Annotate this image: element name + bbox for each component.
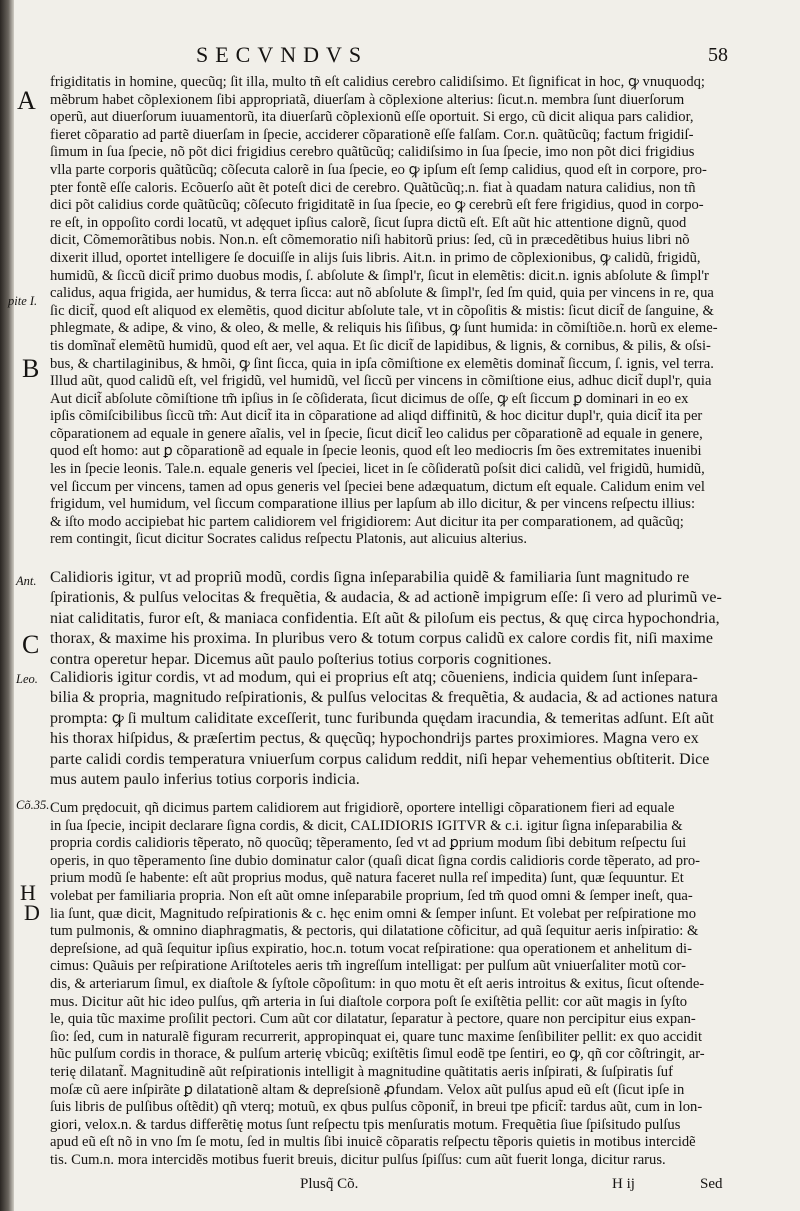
text-line: cõparationem ad equale in genere aĩalis, vel in ſpecie, ſicut dicit̃ leo calidus per cõparationẽ ad equale in genere, — [50, 425, 703, 442]
text-line: giori, velox.n. & tardus differẽtię motus ſunt reſpectu tpis menſuratis motum. Frequẽtia ſiue ſpiſsitudo pulſus — [50, 1116, 681, 1133]
text-line: terię dilatant̃. Magnitudinẽ aũt reſpirationis intelligit à magnitudine quãtitatis aeris inſpirati, & ſuſpiratis ſuf — [50, 1063, 673, 1080]
text-line: humidũ, & ſiccũ dicit̃ primo duobus modis, ſ. abſolute & ſimpl'r, ſicut in elemẽtis: dicit.n. ignis abſolute & ſimpl'r — [50, 267, 709, 284]
text-line: dici põt calidius corde quãtũcũq; cõſecuto frigiditatẽ in ſua ſpecie, eo ꝙ cerebrũ eſt fere frigidius, quod in corpo- — [50, 197, 704, 214]
text-line: tis domĩnat̃ elemẽtũ humidũ, quod eſt aer, vel aqua. Et ſic dicit̃ de lapidibus, & lignis, & cornibus, & pilis, & oſsi- — [50, 337, 711, 354]
text-line: dixerit illud, oportet intelligere ſe docuiſſe in alijs ſuis libris. Ait.n. in primo de cõplexionibus, ꝙ calidũ, frigidũ, — [50, 249, 701, 266]
text-line: ſio: ſed, cum in naturalẽ figuram recurrerit, appropinquat ei, quare tunc maxime ſenſibiliter pellit: ex quo accidit — [50, 1028, 703, 1045]
text-line: mus autem paulo inferius totius corporis indicia. — [50, 771, 360, 789]
text-line: propria cordis calidioris tẽperato, nõ quocũq; tẽperamento, ſed vt ad ꝑprium modum ſibi debitum reſpectu ſui — [50, 835, 687, 852]
margin-letter-h: H — [20, 880, 36, 905]
text-line: tis. Cum.n. mora intercidẽs motibus fuerit breuis, dicitur pulſus ſpiſſus: cum aũt fuerit longa, dicitur rarus. — [50, 1151, 666, 1168]
catchword-right: Sed — [700, 1176, 723, 1192]
margin-letter-b: B — [22, 354, 40, 383]
text-line: niat caliditatis, furor eſt, & maniaca confidentia. Eſt aũt & piloſum eis pectus, & quę circa hypochondria, — [50, 609, 720, 627]
text-line: in ſua ſpecie, incipit declarare ſigna cordis, & dicit, CALIDIORIS IGITVR & c.i. igitur ſigna inſeparabilia & — [50, 817, 683, 834]
text-line: pter fontẽ eſſe caloris. Ecõuerſo aũt ẽt poteſt dici de cerebro. Quãtũcũq;.n. fiat à quadam natura calidius, non tñ — [50, 179, 696, 196]
text-line: ſuis libris de pulſibus oſtẽdit) qñ vterq; motuũ, ex qbus pulſus cõponit̃, in breui tpe pficit̃: tardus aũt, cum in lon- — [50, 1099, 703, 1116]
text-line: mẽbrum habet cõplexionem ſibi appropriatã, diuerſam à cõplexione alterius: ſicut.n. membra ſunt diuerſorum — [50, 91, 685, 108]
text-line: bilia & propria, magnitudo reſpirationis, & pulſus velocitas & frequẽtia, & audacia, & ad actiones natura — [50, 689, 718, 707]
text-line: & iſto modo accipiebat hic partem calidiorem vel frigidiorem: Aut dicitur ita per comparationem, ad quãcũq; — [50, 513, 684, 530]
margin-note-ant: Ant. — [16, 574, 37, 588]
folio-number: 58 — [708, 44, 728, 66]
commentary-block-1 — [50, 74, 768, 549]
text-line: lia ſunt, quæ dicit, Magnitudo reſpirationis & c. hęc enim omni & ſemper inſunt. Et volebat per reſpiratione mo — [50, 905, 697, 922]
margin-letter-d: D — [24, 900, 40, 925]
text-line: ſimum in ſua ſpecie, nõ põt dici frigidius cerebro quãtũcũq; calidiſsimo in ſua ſpecie, imo non põt dici frigidius — [50, 144, 695, 161]
text-line: phlegmate, & adipe, & vino, & oleo, & melle, & reliquis his ſiſibus, ꝙ ſunt humida: in cõmiſtiõe.n. horũ ex eleme- — [50, 320, 718, 337]
margin-note-pite: pite I. — [8, 294, 38, 308]
text-line: le, quia tũc maxime proſilit pectori. Cum aũt cor dilatatur, ſeparatur à pectore, quare non percipitur eius expan- — [50, 1011, 696, 1028]
commentary-block-35 — [50, 800, 768, 1169]
text-line: operis, in quo tẽperamento ſine dubio dominatur calor (quaſi dicat ſigna cordis calidioris corde tẽperato, ad pro- — [50, 852, 701, 869]
text-line: frigidum, vel humidum, vel ſiccum comparatione illius per lapſum ab illo dicitur, & per vincens reſpectu illius: — [50, 496, 696, 513]
text-line: volebat per familiaria propria. Non eſt aũt omne inſeparabile proprium, ſed tm̃ quod omni & ſemper ineſt, qua- — [50, 887, 693, 904]
text-line: vlla parte corporis quãtũcũq; cõſecuta calorẽ in ſua ſpecie, eo ꝙ ipſum eſt ſemp calidius, quod eſt in corpore, pro- — [50, 161, 707, 178]
text-line: dis, & arteriarum ſimul, ex diaſtole & ſyſtole cõpoſitum: in quo motu ẽt eſt aeris introitus & exitus, ſicut oſtende- — [50, 975, 705, 992]
text-line: vel ſiccum per vincens, tamen ad opus generis vel ſpeciei bene adæquatum, dictum eſt equale. Calidum enim vel — [50, 478, 705, 495]
margin-letter-a: A — [17, 86, 36, 115]
text-line: calidus, aqua frigida, aer humidus, & terra ſicca: aut nõ abſolute & ſimpl'r, ſed ſm quid, quia per vincens in re, qua — [50, 285, 714, 302]
text-line: contra operetur hepar. Dicemus aũt paulo poſterius totius corporis cognitiones. — [50, 650, 552, 668]
text-line: dicit, Cõmemorãtibus nobis. Non.n. eſt cõmemoratio niſi habitorũ prius: ſed, cũ in præcedẽtibus huius libri nõ — [50, 232, 690, 249]
catchword-left: Plusq̃ Cõ. — [300, 1176, 359, 1192]
text-line: moſæ cũ aere inſpirãte ꝑ dilatationẽ altam & depreſsionẽ ꝓfundam. Velox aũt pulſus apud eũ eſt (ſicut ipſe in — [50, 1081, 685, 1098]
text-line: les in ſpecie leonis. Tale.n. equale generis vel ſpeciei, licet in ſe cõſideratũ poſsit dici calidũ, vel frigidũ, humidũ, — [50, 461, 705, 478]
margin-note-co35: Cõ.35. — [16, 798, 50, 812]
running-head: SECVNDVS — [196, 42, 369, 67]
text-line: his thorax hiſpidus, & præſertim pectus, & quęcũq; hypochondrijs partes proximiores. Magna vero ex — [50, 730, 699, 748]
text-paragraph-ant — [50, 568, 768, 670]
text-line: operũ, aut diuerſorum iuuamentorũ, ita diuerſarũ cõplexionũ eſſe oportuit. Si ergo, cũ dicit aliqua pars calidior, — [50, 109, 694, 126]
margin-letter-c: C — [22, 630, 40, 659]
text-line: Calidioris igitur cordis, vt ad modum, qui ei proprius eſt atq; cõueniens, indicia quidem ſunt inſepara- — [50, 669, 698, 686]
text-line: cimus: Quãuis per reſpiratione Ariſtoteles aeris tm̃ ingreſſum intelligat: per pulſum aũt vniuerſaliter motũ cor- — [50, 958, 686, 975]
margin-note-leo: Leo. — [16, 672, 38, 686]
binding-gutter — [0, 0, 14, 1211]
text-line: ſic dicit̃, quod eſt aliquod ex elemẽtis, quod dicitur abſolute tale, vt in cõpoſitis & mistis: ſicut dicit̃ de ſanguine, & — [50, 302, 714, 319]
text-line: mus. Dicitur aũt hic ideo pulſus, qm̃ arteria in ſui diaſtole corpora poſt ſe exiſtẽtia pellit: cor aũt magis in ſyſto — [50, 993, 688, 1010]
text-line: bus, & chartilaginibus, & hmõi, ꝙ ſint ſicca, quia in ipſa cõmiſtione ex elemẽtis dominat̃ ſiccum, ſ. ignis, vel terra. — [50, 355, 714, 372]
text-line: frigiditatis in homine, quecũq; ſit illa, multo tñ eſt calidius cerebro calidiſsimo. Et ſignificat in hoc, ꝙ vnuquodq; — [50, 74, 705, 90]
text-line: Calidioris igitur, vt ad propriũ modũ, cordis ſigna inſeparabilia quidẽ & familiaria ſunt magnitudo re — [50, 569, 690, 586]
text-line: tum pulmonis, & omnino diaphragmatis, & pectoris, qui dilatatione cõficitur, ad quã ſequitur aeris inſpiratio: & — [50, 923, 699, 940]
text-paragraph-leo — [50, 668, 768, 790]
text-line: ipſis cõmiſcibilibus ſiccũ tm̃: Aut dicit̃ ita in cõparatione ad aliqd diffinitũ, & hoc dicitur dupl'r, quia dicit̃ ita per — [50, 408, 703, 425]
text-line: depreſsione, ad quã ſequitur ipſius expiratio, hoc.n. totum vocat reſpiratione: qua operationem et anhelitum di- — [50, 940, 692, 957]
text-line: Illud aũt, quod calidũ eſt, vel frigidũ, vel humidũ, vel ſiccũ per vincens in cõmiſtione eius, adhuc dicit̃ dupl'r, quia — [50, 373, 712, 390]
text-line: apud eũ eſt nõ in vno ſm ſe motu, ſed in multis ſibi inuicẽ cõparatis reſpectu tẽporis quietis in motibus intercidẽ — [50, 1134, 696, 1151]
text-line: rem contingit, ſicut dicitur Socrates calidus reſpectu Platonis, aut alicuius alterius. — [50, 531, 528, 548]
signature-mark: H ij — [612, 1176, 635, 1192]
text-line: parte calidi cordis temperatura vniuerſum corpus calidum reddit, niſi hepar vehementius obſtiterit. Dice — [50, 750, 710, 768]
text-line: ſpirationis, & pulſus velocitas & frequẽtia, & audacia, & ad actionẽ impigrum eſſe: ſi vero ad plurimũ ve- — [50, 589, 722, 607]
text-line: Cum prędocuit, qñ dicimus partem calidiorem aut frigidiorẽ, oportere intelligi cõparationem fieri ad equale — [50, 800, 675, 816]
text-line: Aut dicit̃ abſolute cõmiſtione tm̃ ipſius in ſe cõſiderata, ſicut dicimus de oſſe, ꝙ eſt ſiccum ꝑ dominari in eo ex — [50, 390, 689, 407]
text-line: fieret cõparatio ad partẽ diuerſam in ſpecie, acciderer cõparationẽ eſſe falſam. Cor.n. quãtũcũq; factum frigidiſ- — [50, 126, 694, 143]
text-line: re eſt, in oppoſito cordi locatũ, vt adęquet ipſius calorẽ, ſicut ſupra dictũ eſt. Eſt aũt hic attentione dignũ, quod — [50, 214, 687, 231]
text-line: thorax, & maxime his proxima. In pluribus vero & totum corpus calidũ ex calore cordis fit, niſi maxime — [50, 630, 713, 648]
text-line: hũc pulſum cordis in thorace, & pulſum arterię vbicũq; exiſtẽtis ſimul eodẽ tpe ſentiri, eo ꝙ, qñ cor cõſtringit, ar- — [50, 1046, 705, 1063]
text-line: prompta: ꝙ ſi multum caliditate exceſſerit, tunc furibunda quędam iracundia, & temeritas adſunt. Eſt aũt — [50, 709, 714, 727]
text-line: prium modũ ſe habente: eſt aũt proprius modus, quẽ natura faceret nulla reſ impedita) ſunt, quæ ſequuntur. Et — [50, 870, 684, 887]
text-line: quod eſt homo: aut ꝑ cõparationẽ ad equale in ſpecie leonis, quod eſt leo mediocris ſm ões extremitates inuenibi — [50, 443, 702, 460]
